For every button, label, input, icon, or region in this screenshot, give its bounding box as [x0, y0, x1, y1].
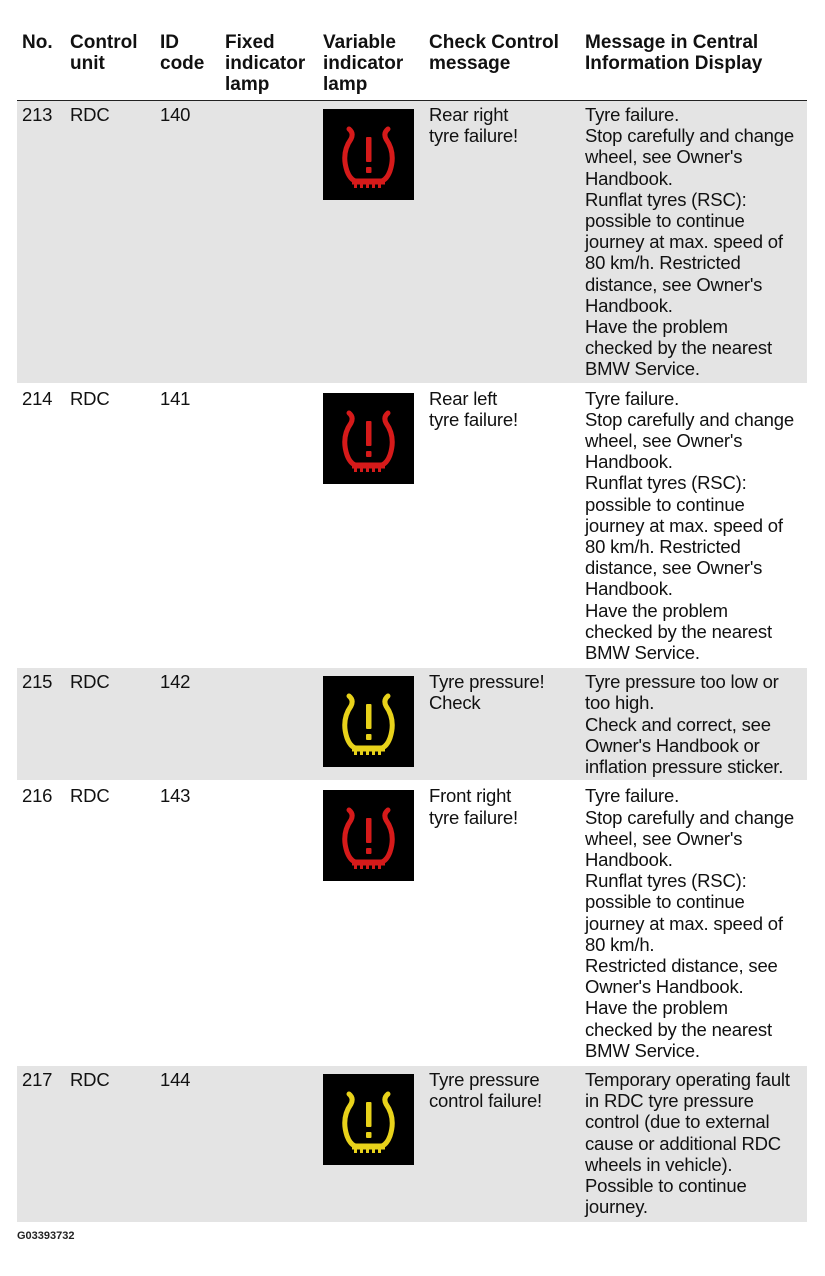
cell-check-control-message [424, 384, 580, 668]
cell-text: journey. [585, 1196, 648, 1218]
cell-fixed-lamp [220, 1065, 318, 1223]
cell-text: 80 km/h. Restricted [585, 536, 741, 558]
header-variable-indicator-lamp: Variable indicator lamp [318, 30, 424, 101]
cell-cid-message [580, 384, 807, 668]
cell-text: Front right [429, 785, 512, 807]
cell-text: Handbook. [585, 451, 673, 473]
cell-text: cause or additional RDC [585, 1132, 781, 1154]
cell-variable-lamp [318, 101, 424, 384]
cell-text: RDC [70, 387, 110, 409]
cell-text: distance, see Owner's [585, 557, 763, 579]
cell-text: too high. [585, 692, 655, 714]
fault-code-table-wrapper [17, 30, 807, 1224]
cell-text: Stop carefully and change [585, 125, 794, 147]
fault-code-table [17, 30, 807, 1224]
cell-text: Tyre failure. [585, 104, 680, 125]
cell-text: Have the problem [585, 316, 728, 338]
tyre-pressure-warning-icon [323, 393, 414, 484]
cell-no [17, 667, 65, 781]
figure-code: G03393732 [17, 1230, 75, 1242]
cell-control-unit [65, 101, 155, 384]
table-row [17, 384, 807, 668]
table-row [17, 101, 807, 384]
tyre-pressure-warning-icon [323, 109, 414, 200]
cell-id-code [155, 1065, 220, 1223]
cell-text: Have the problem [585, 599, 728, 621]
cell-text: Handbook. [585, 167, 673, 189]
cell-text: checked by the nearest [585, 1018, 772, 1040]
cell-text: Temporary operating fault [585, 1068, 790, 1090]
cell-text: possible to continue [585, 891, 745, 913]
cell-text: Tyre pressure [429, 1068, 540, 1090]
cell-check-control-message [424, 101, 580, 384]
cell-text: checked by the nearest [585, 337, 772, 359]
cell-check-control-message [424, 781, 580, 1065]
cell-control-unit [65, 667, 155, 781]
cell-control-unit [65, 781, 155, 1065]
cell-check-control-message [424, 1065, 580, 1223]
cell-text: possible to continue [585, 493, 745, 515]
table-body [17, 101, 807, 1223]
cell-text: Tyre pressure too low or [585, 671, 779, 693]
header-id-code: ID code [155, 30, 220, 101]
cell-text: journey at max. speed of [585, 912, 783, 934]
cell-text: 213 [22, 104, 53, 125]
cell-cid-message [580, 667, 807, 781]
cell-id-code [155, 101, 220, 384]
cell-text: 141 [160, 387, 191, 409]
cell-text: Tyre failure. [585, 387, 680, 409]
cell-no [17, 781, 65, 1065]
cell-text: inflation pressure sticker. [585, 756, 784, 778]
cell-text: Stop carefully and change [585, 408, 794, 430]
tyre-pressure-warning-icon [323, 676, 414, 767]
cell-text: Owner's Handbook or [585, 734, 760, 756]
cell-text: Handbook. [585, 578, 673, 600]
cell-text: Have the problem [585, 997, 728, 1019]
header-fixed-indicator-lamp: Fixed indicator lamp [220, 30, 318, 101]
header-control-unit: Control unit [65, 30, 155, 101]
cell-text: Handbook. [585, 294, 673, 316]
tyre-pressure-warning-icon [323, 1074, 414, 1165]
cell-text: Rear right [429, 104, 509, 125]
cell-text: possible to continue [585, 210, 745, 232]
cell-control-unit [65, 1065, 155, 1223]
cell-fixed-lamp [220, 781, 318, 1065]
cell-text: control failure! [429, 1090, 542, 1112]
cell-control-unit [65, 384, 155, 668]
cell-text: tyre failure! [429, 408, 518, 430]
cell-text: control (due to external [585, 1111, 770, 1133]
cell-fixed-lamp [220, 101, 318, 384]
cell-variable-lamp [318, 667, 424, 781]
cell-text: 216 [22, 785, 53, 807]
cell-no [17, 384, 65, 668]
cell-text: distance, see Owner's [585, 273, 763, 295]
cell-id-code [155, 384, 220, 668]
cell-text: Tyre failure. [585, 785, 680, 807]
cell-text: Runflat tyres (RSC): [585, 870, 747, 892]
cell-text: wheel, see Owner's [585, 146, 743, 168]
cell-text: tyre failure! [429, 125, 518, 147]
cell-text: RDC [70, 785, 110, 807]
cell-text: journey at max. speed of [585, 514, 783, 536]
cell-text: 140 [160, 104, 191, 125]
cell-text: Runflat tyres (RSC): [585, 188, 747, 210]
cell-text: RDC [70, 1068, 110, 1090]
tyre-pressure-warning-icon [323, 790, 414, 881]
cell-variable-lamp [318, 1065, 424, 1223]
header-no: No. [17, 30, 65, 101]
cell-variable-lamp [318, 384, 424, 668]
cell-cid-message [580, 781, 807, 1065]
cell-cid-message [580, 1065, 807, 1223]
cell-variable-lamp [318, 781, 424, 1065]
cell-text: Owner's Handbook. [585, 976, 744, 998]
cell-text: BMW Service. [585, 642, 700, 664]
table-header [17, 30, 807, 101]
cell-text: checked by the nearest [585, 620, 772, 642]
cell-text: Stop carefully and change [585, 806, 794, 828]
cell-text: 142 [160, 671, 191, 693]
cell-text: wheel, see Owner's [585, 827, 743, 849]
table-row [17, 781, 807, 1065]
cell-id-code [155, 667, 220, 781]
cell-fixed-lamp [220, 667, 318, 781]
cell-text: Handbook. [585, 848, 673, 870]
cell-check-control-message [424, 667, 580, 781]
cell-text: 80 km/h. [585, 933, 655, 955]
cell-text: Runflat tyres (RSC): [585, 472, 747, 494]
header-check-control-message: Check Control message [424, 30, 580, 101]
cell-text: in RDC tyre pressure [585, 1090, 754, 1112]
cell-text: 217 [22, 1068, 53, 1090]
cell-text: wheel, see Owner's [585, 430, 743, 452]
cell-text: 144 [160, 1068, 191, 1090]
cell-fixed-lamp [220, 384, 318, 668]
cell-text: Restricted distance, see [585, 954, 778, 976]
cell-text: Possible to continue [585, 1174, 747, 1196]
cell-cid-message [580, 101, 807, 384]
cell-text: 80 km/h. Restricted [585, 252, 741, 274]
cell-text: BMW Service. [585, 358, 700, 380]
table-row [17, 667, 807, 781]
cell-text: Check and correct, see [585, 713, 771, 735]
cell-text: Rear left [429, 387, 498, 409]
cell-text: journey at max. speed of [585, 231, 783, 253]
cell-text: Tyre pressure! [429, 671, 545, 693]
cell-text: RDC [70, 671, 110, 693]
table-row [17, 1065, 807, 1223]
cell-text: wheels in vehicle). [585, 1153, 733, 1175]
cell-text: 214 [22, 387, 53, 409]
cell-text: tyre failure! [429, 806, 518, 828]
cell-text: 143 [160, 785, 191, 807]
cell-text: 215 [22, 671, 53, 693]
cell-text: Check [429, 692, 481, 714]
header-cid-message: Message in Central Information Display [580, 30, 807, 101]
cell-no [17, 101, 65, 384]
cell-id-code [155, 781, 220, 1065]
cell-text: BMW Service. [585, 1039, 700, 1061]
cell-no [17, 1065, 65, 1223]
cell-text: RDC [70, 104, 110, 125]
